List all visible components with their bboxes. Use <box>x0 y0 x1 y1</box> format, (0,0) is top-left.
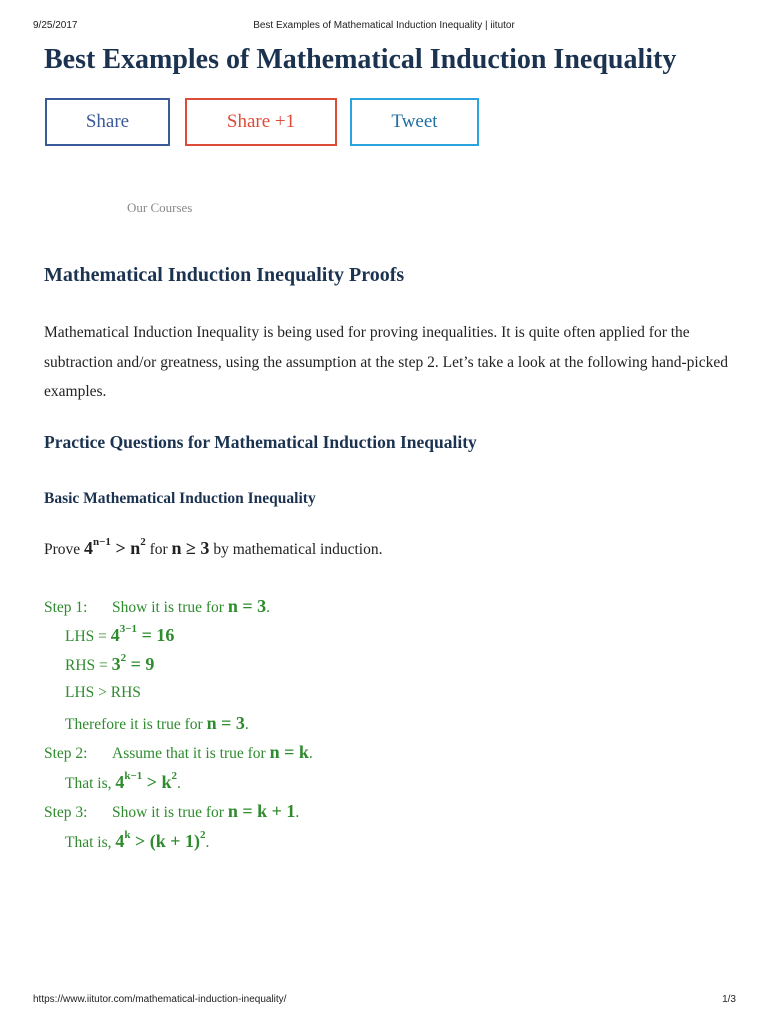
prove-suffix: by mathematical induction. <box>209 541 383 558</box>
prove-for: for <box>145 541 172 558</box>
print-doc-title: Best Examples of Mathematical Induction Inequality | iitutor <box>253 20 515 31</box>
step-2-line: Step 2: Assume that it is true for n = k. <box>44 742 313 762</box>
prove-prefix: Prove <box>44 541 85 558</box>
therefore-line: Therefore it is true for n = 3. <box>65 713 249 733</box>
facebook-share-button[interactable]: Share <box>45 98 170 146</box>
rhs-line: RHS = $3^2 = 9$ <box>65 652 155 674</box>
twitter-tweet-button[interactable]: Tweet <box>350 98 479 146</box>
step-1-line: Step 1: Show it is true for n = 3. <box>44 596 270 616</box>
print-url: https://www.iitutor.com/mathematical-induction-inequality/ <box>33 994 287 1005</box>
step-3-that-is-line: That is, $4^k > (k + 1)^2$. <box>65 829 210 851</box>
our-courses-link[interactable]: Our Courses <box>127 200 193 215</box>
step-3-line: Step 3: Show it is true for n = k + 1. <box>44 801 300 821</box>
lhs-line: LHS = $4^{3-1} = 16$ <box>65 623 175 645</box>
practice-heading: Practice Questions for Mathematical Induction Inequality <box>44 432 477 452</box>
page-title: Best Examples of Mathematical Induction Inequality <box>44 44 677 75</box>
intro-paragraph: Mathematical Induction Inequality is being used for proving inequalities. It is quite often applied for the subtraction and/or greatness, using the assumption at the step 2. Let’s take a look at the following hand-picked examples. <box>44 324 728 400</box>
compare-line: LHS > RHS <box>65 684 141 701</box>
problem-statement <box>44 538 382 559</box>
section-heading: Mathematical Induction Inequality Proofs <box>44 264 405 286</box>
step-2-that-is-line: That is, $4^{k-1} > k^2$. <box>65 770 181 792</box>
prove-condition: n ≥ 3 <box>171 538 210 558</box>
print-page-number: 1/3 <box>722 994 736 1005</box>
print-date: 9/25/2017 <box>33 20 78 31</box>
google-plus-share-button[interactable]: Share +1 <box>185 98 337 146</box>
basic-heading: Basic Mathematical Induction Inequality <box>44 490 316 507</box>
prove-math-lhs: $4^{n-1} > n^2$ <box>84 536 146 558</box>
